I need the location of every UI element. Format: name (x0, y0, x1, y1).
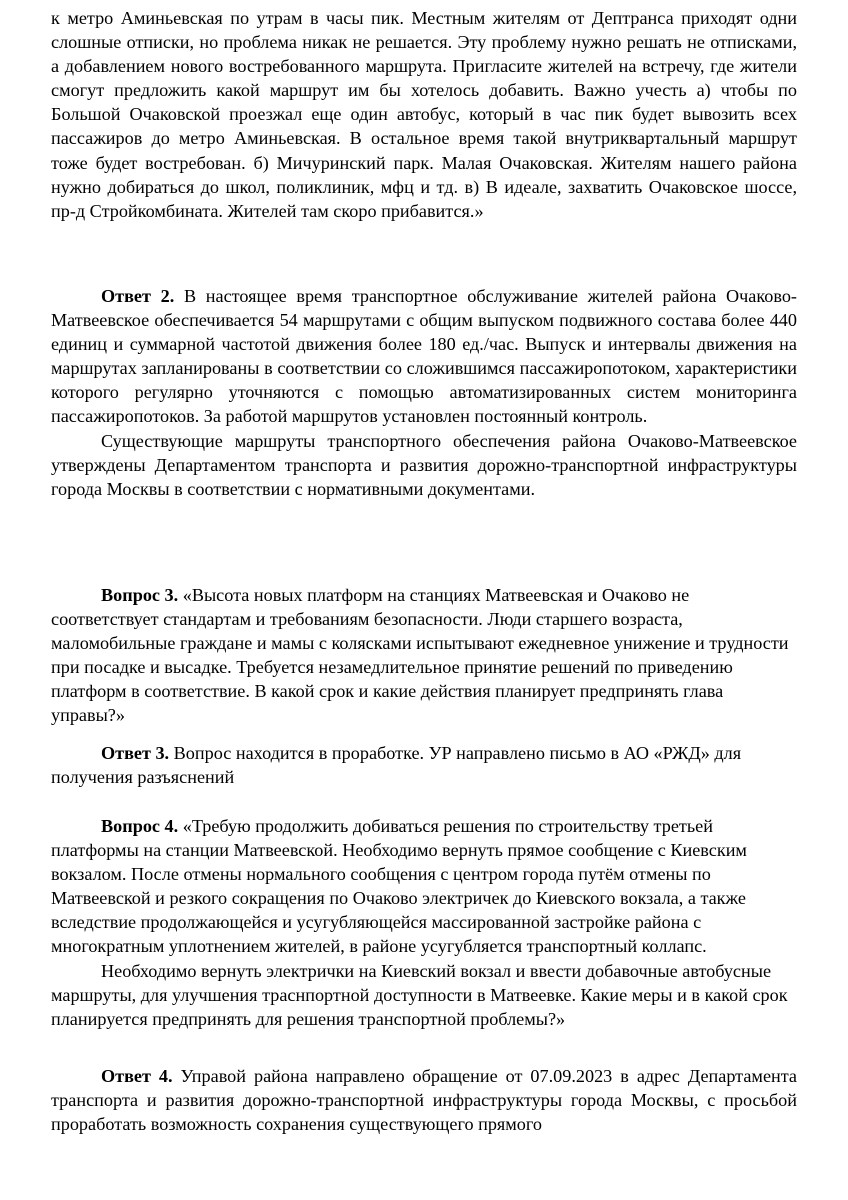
answer-4 (51, 1064, 797, 1136)
answer-2 (51, 284, 797, 501)
answer-4-text: Управой района направлено обращение от 07.09.2023 в адрес Департамента транспорта и развития дорожно-транспортной инфраструктуры города Москвы, с просьбой проработать возможность сохранения существующего прямого (51, 1066, 797, 1135)
question-3-label: Вопрос 3. (101, 585, 179, 605)
question-4-paragraph-1 (51, 814, 797, 959)
question-4 (51, 814, 797, 1031)
answer-3-text: Вопрос находится в проработке. УР направлено письмо в АО «РЖД» для получения разъяснений (51, 743, 742, 788)
continuation-paragraph: к метро Аминьевская по утрам в часы пик. Местным жителям от Дептранса приходят одни слошные отписки, но проблема никак не решается. Эту проблему нужно решать не отписками, а добавлением нового востребованного маршрута. Пригласите жителей на встречу, где жители смогут предложить какой маршрут им бы хотелось добавить. Важно учесть а) чтобы по Большой Очаковской проезжал еще один автобус, который в час пик будет вывозить всех пассажиров до метро Аминьевская. В остальное время такой внутриквартальный маршрут тоже будет востребован. б) Мичуринский парк. Малая Очаковская. Жителям нашего района нужно добираться до школ, поликлиник, мфц и тд. в) В идеале, захватить Очаковское шоссе, пр-д Стройкомбината. Жителей там скоро прибавится.» (51, 8, 797, 221)
question-3 (51, 583, 797, 728)
answer-3-label: Ответ 3. (101, 743, 170, 763)
question-3-text: «Высота новых платформ на станциях Матвеевская и Очаково не соответствует стандартам и требованиям безопасности. Люди старшего возраста, маломобильные граждане и мамы с колясками испытывают ежедневное унижение и трудности при посадке и высадке. Требуется незамедлительное принятие решений по приведению платформ в соответствие. В какой срок и какие действия планирует предпринять глава управы?» (51, 585, 789, 726)
answer-2-paragraph-1 (51, 284, 797, 429)
answer-4-label: Ответ 4. (101, 1066, 173, 1086)
answer-3 (51, 741, 797, 789)
question-4-paragraph-2: Необходимо вернуть электрички на Киевский вокзал и ввести добавочные автобусные маршруты, для улучшения траснпортной доступности в Матвеевке. Какие меры и в какой срок планируется предпринять для решения транспортной проблемы?» (51, 960, 788, 1029)
answer-2-label: Ответ 2. (101, 286, 175, 306)
answer-2-text: В настоящее время транспортное обслуживание жителей района Очаково-Матвеевское обеспечивается 54 маршрутами с общим выпуском подвижного состава более 440 единиц и суммарной частотой движения более 180 ед./час. Выпуск и интервалы движения на маршрутах запланированы в соответствии со сложившимся пассажиропотоком, характеристики которого регулярно уточняются с помощью автоматизированных систем мониторинга пассажиропотоков. За работой маршрутов установлен постоянный контроль. (51, 286, 797, 427)
answer-2-paragraph-2: Существующие маршруты транспортного обеспечения района Очаково-Матвеевское утверждены Департаментом транспорта и развития дорожно-транспортной инфраструктуры города Москвы в соответствии с нормативными документами. (51, 430, 797, 499)
question-4-text: «Требую продолжить добиваться решения по строительству третьей платформы на станции Матвеевской. Необходимо вернуть прямое сообщение с Киевским вокзалом. После отмены нормального сообщения с центром города путём отмены по Матвеевской и резкого сокращения по Очаково электричек до Киевского вокзала, а также вследствие продолжающейся и усугубляющейся массированной застройке района с многократным уплотнением жителей, в районе усугубляется транспортный коллапс. (51, 816, 747, 957)
question-4-label: Вопрос 4. (101, 816, 179, 836)
